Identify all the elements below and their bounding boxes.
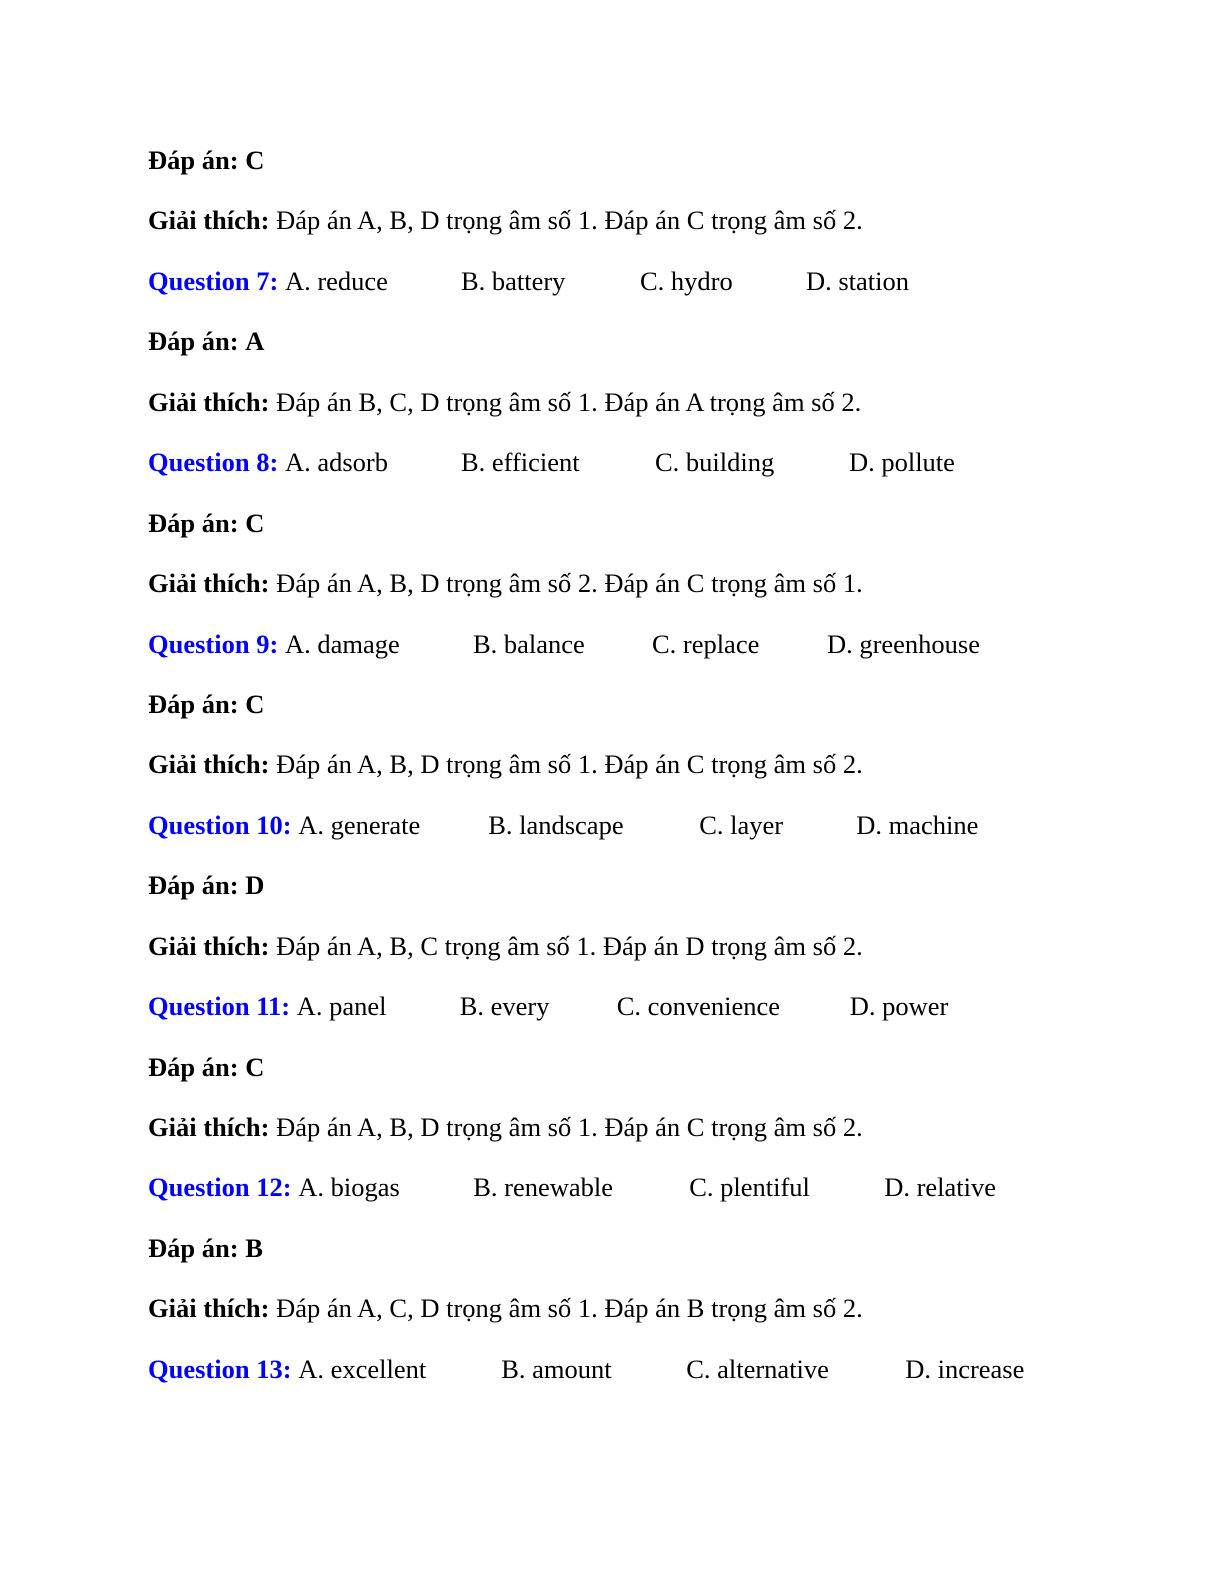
explanation-text: Đáp án A, B, D trọng âm số 2. Đáp án C trọng âm số 1. xyxy=(276,568,863,599)
answer-label: Đáp án: xyxy=(148,870,239,901)
explanation-line xyxy=(148,563,1148,623)
answer-line xyxy=(148,1047,1148,1107)
answer-line xyxy=(148,865,1148,925)
answer-value: C xyxy=(245,688,265,719)
answer-label: Đáp án: xyxy=(148,145,239,175)
option-d: D. greenhouse xyxy=(826,628,980,659)
answer-value: B xyxy=(245,1232,263,1263)
option-a: A. reduce xyxy=(284,265,388,296)
explanation-label: Giải thích: xyxy=(148,568,270,599)
option-b: B. balance xyxy=(472,628,585,659)
explanation-text: Đáp án B, C, D trọng âm số 1. Đáp án A trọng âm số 2. xyxy=(276,386,862,417)
option-d: D. relative xyxy=(884,1172,997,1203)
explanation-line xyxy=(148,1107,1148,1167)
option-d: D. pollute xyxy=(848,447,955,478)
option-c: C. building xyxy=(654,447,775,478)
explanation-text: Đáp án A, B, D trọng âm số 1. Đáp án C trọng âm số 2. xyxy=(276,1112,863,1142)
answer-value: C xyxy=(245,145,265,175)
option-a: A. panel xyxy=(296,991,387,1022)
explanation-label: Giải thích: xyxy=(148,749,270,780)
option-b: B. battery xyxy=(460,265,566,296)
answer-line xyxy=(148,321,1148,381)
question-line xyxy=(148,261,1148,321)
option-b: B. efficient xyxy=(460,447,580,478)
explanation-text: Đáp án A, B, C trọng âm số 1. Đáp án D trọng âm số 2. xyxy=(276,930,863,961)
question-line xyxy=(148,442,1148,502)
question-label: Question 10: xyxy=(148,809,292,840)
answer-line xyxy=(148,1228,1148,1288)
question-label: Question 13: xyxy=(148,1353,292,1384)
answer-label: Đáp án: xyxy=(148,507,239,538)
option-c: C. alternative xyxy=(686,1353,829,1384)
explanation-line xyxy=(148,1288,1148,1348)
explanation-text: Đáp án A, C, D trọng âm số 1. Đáp án B trọng âm số 2. xyxy=(276,1293,863,1324)
option-d: D. increase xyxy=(905,1353,1025,1384)
explanation-label: Giải thích: xyxy=(148,386,270,417)
answer-value: A xyxy=(245,326,265,357)
option-d: D. power xyxy=(849,991,949,1022)
option-b: B. landscape xyxy=(488,809,624,840)
question-label: Question 11: xyxy=(148,991,291,1022)
explanation-line xyxy=(148,926,1148,986)
answer-label: Đáp án: xyxy=(148,1232,239,1263)
answer-line xyxy=(148,140,1148,200)
answer-value: C xyxy=(245,1051,265,1082)
answer-label: Đáp án: xyxy=(148,1051,239,1082)
option-d: D. machine xyxy=(856,809,979,840)
question-label: Question 9: xyxy=(148,628,279,659)
option-c: C. convenience xyxy=(616,991,781,1022)
option-a: A. damage xyxy=(284,628,400,659)
document-page xyxy=(148,140,1148,1409)
explanation-line xyxy=(148,200,1148,260)
explanation-label: Giải thích: xyxy=(148,1293,270,1324)
explanation-line xyxy=(148,744,1148,804)
option-b: B. every xyxy=(459,991,550,1022)
answer-label: Đáp án: xyxy=(148,326,239,357)
question-line xyxy=(148,624,1148,684)
answer-line xyxy=(148,684,1148,744)
option-b: B. amount xyxy=(501,1353,612,1384)
question-line xyxy=(148,1167,1148,1227)
option-c: C. replace xyxy=(651,628,760,659)
question-label: Question 12: xyxy=(148,1172,292,1203)
option-c: C. plentiful xyxy=(689,1172,810,1203)
option-a: A. excellent xyxy=(298,1353,427,1384)
option-a: A. generate xyxy=(298,809,421,840)
question-label: Question 8: xyxy=(148,447,279,478)
explanation-text: Đáp án A, B, D trọng âm số 1. Đáp án C trọng âm số 2. xyxy=(276,205,863,236)
explanation-line xyxy=(148,382,1148,442)
question-line xyxy=(148,805,1148,865)
option-a: A. biogas xyxy=(298,1172,400,1203)
question-line xyxy=(148,986,1148,1046)
answer-label: Đáp án: xyxy=(148,688,239,719)
question-label: Question 7: xyxy=(148,265,279,296)
explanation-text: Đáp án A, B, D trọng âm số 1. Đáp án C trọng âm số 2. xyxy=(276,749,863,780)
option-b: B. renewable xyxy=(473,1172,613,1203)
answer-value: C xyxy=(245,507,265,538)
option-a: A. adsorb xyxy=(284,447,388,478)
answer-value: D xyxy=(245,870,265,901)
answer-line xyxy=(148,503,1148,563)
explanation-label: Giải thích: xyxy=(148,930,270,961)
option-d: D. station xyxy=(805,265,909,296)
explanation-label: Giải thích: xyxy=(148,1112,270,1142)
question-line xyxy=(148,1349,1148,1409)
option-c: C. layer xyxy=(699,809,784,840)
explanation-label: Giải thích: xyxy=(148,205,270,236)
option-c: C. hydro xyxy=(639,265,733,296)
